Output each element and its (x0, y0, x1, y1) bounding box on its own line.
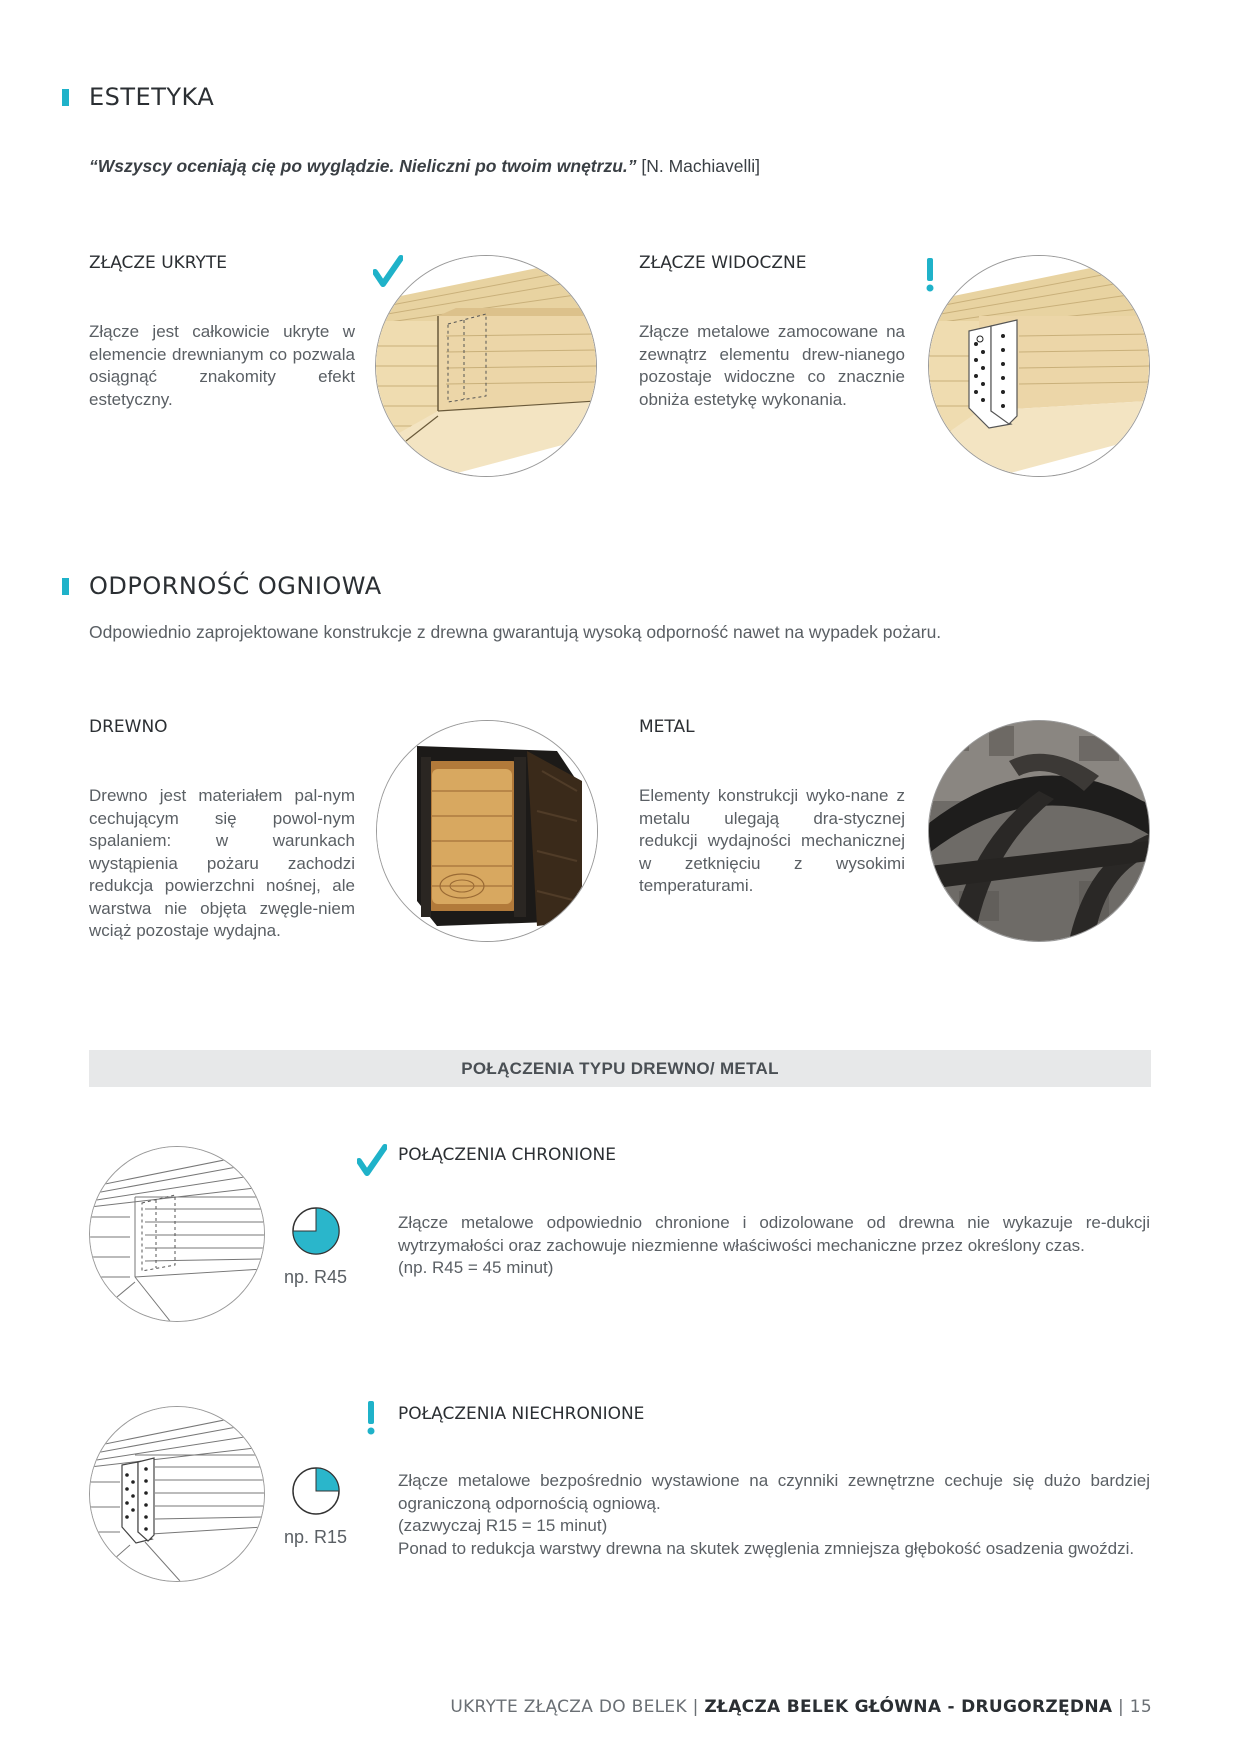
footer-chapter: ZŁĄCZA BELEK GŁÓWNA - DRUGORZĘDNA (704, 1697, 1113, 1717)
visible-joint-illustration (928, 255, 1150, 477)
unprotected-rating-label: np. R15 (284, 1527, 348, 1547)
metal-title: METAL (639, 717, 695, 737)
unprotected-text-line: Ponad to redukcja warstwy drewna na skutek zwęglenia zmniejsza głębokość osadzenia gwoździ. (398, 1538, 1135, 1558)
section-marker (62, 89, 69, 106)
quote-author: [N. Machiavelli] (636, 156, 761, 176)
burnt-metal-photo (928, 720, 1150, 942)
charred-wood-photo (376, 720, 598, 942)
protected-title: POŁĄCZENIA CHRONIONE (398, 1145, 616, 1165)
hidden-joint-title: ZŁĄCZE UKRYTE (89, 253, 228, 273)
page-footer (450, 1697, 1152, 1717)
visible-joint-title: ZŁĄCZE WIDOCZNE (639, 253, 807, 273)
connections-band-title: POŁĄCZENIA TYPU DREWNO/ METAL (461, 1059, 779, 1078)
r15-pie-icon (291, 1466, 341, 1516)
warning-icon (365, 1401, 377, 1435)
unprotected-text-line: (zazwyczaj R15 = 15 minut) (398, 1516, 608, 1535)
protected-rating-label: np. R45 (284, 1267, 348, 1287)
quote (89, 156, 760, 177)
unprotected-text-line: Złącze metalowe bezpośrednio wystawione na czynniki zewnętrzne cechuje się dużo bardziej ograniczoną odpornością ogniową. (398, 1471, 1150, 1513)
fire-intro: Odpowiednio zaprojektowane konstrukcje z drewna gwarantują wysoką odporność nawet na wypadek pożaru. (89, 622, 942, 642)
unprotected-text (398, 1470, 1150, 1560)
wood-title: DREWNO (89, 717, 168, 737)
connections-band (89, 1050, 1151, 1087)
wood-text: Drewno jest materiałem pal-nym cechującym się powol-nym spalaniem: w warunkach wystąpienia pożaru zachodzi redukcja powierzchni nośnej, ale warstwa nie objęta zwęgle-niem wciąż pozostaje wydajna. (89, 786, 355, 940)
quote-text: “Wszyscy oceniają cię po wyglądzie. Nieliczni po twoim wnętrzu.” (89, 156, 637, 176)
protected-text-line: Złącze metalowe odpowiednio chronione i odizolowane od drewna nie wykazuje re-dukcji wytrzymałości oraz zachowuje niezmienne właściwości mechaniczne przez określony czas. (398, 1213, 1150, 1255)
section-marker (62, 578, 69, 595)
protected-text-line: (np. R45 = 45 minut) (398, 1258, 554, 1277)
metal-text: Elementy konstrukcji wyko-nane z metalu ulegają dra-stycznej redukcji wydajności mechanicznej w zetknięciu z wysokimi temperaturami. (639, 786, 905, 895)
protected-joint-drawing (89, 1146, 265, 1322)
visible-joint-text: Złącze metalowe zamocowane na zewnątrz elementu drew-nianego pozostaje widoczne co znacznie obniża estetykę wykonania. (639, 322, 905, 409)
section-title-estetyka: ESTETYKA (89, 83, 215, 111)
section-title-fire: ODPORNOŚĆ OGNIOWA (89, 572, 382, 600)
page-number: 15 (1129, 1697, 1152, 1717)
r45-pie-icon (291, 1206, 341, 1256)
footer-catalog: UKRYTE ZŁĄCZA DO BELEK (450, 1697, 687, 1717)
unprotected-title: POŁĄCZENIA NIECHRONIONE (398, 1404, 645, 1424)
check-icon (357, 1144, 387, 1176)
check-icon (373, 255, 403, 287)
footer-separator: | (1112, 1697, 1130, 1717)
hidden-joint-text: Złącze jest całkowicie ukryte w elemencie drewnianym co pozwala osiągnąć znakomity efekt estetyczny. (89, 322, 355, 409)
unprotected-joint-drawing (89, 1406, 265, 1582)
protected-text (398, 1212, 1150, 1280)
warning-icon (924, 258, 936, 292)
hidden-joint-illustration (375, 255, 597, 477)
footer-separator: | (686, 1697, 705, 1717)
